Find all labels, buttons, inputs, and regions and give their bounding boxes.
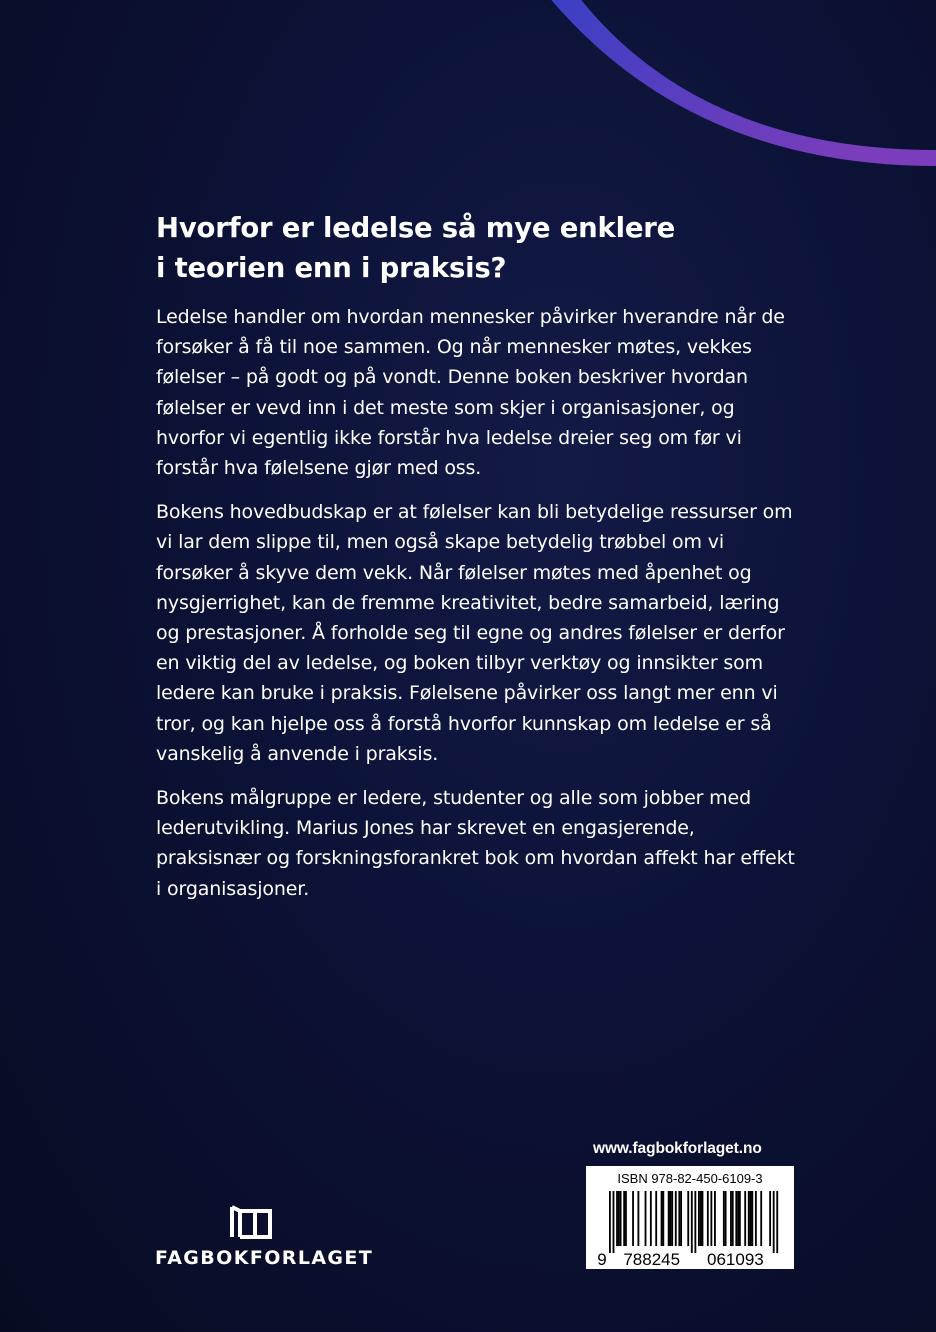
barcode-bar xyxy=(637,1191,639,1246)
barcode-bar xyxy=(650,1191,652,1246)
barcode-bar xyxy=(739,1191,741,1246)
paragraph-1: Ledelse handler om hvordan mennesker påvirker hverandre når de forsøker å få til noe sammen. Og når mennesker møtes, vekkes følelser – på godt og på vondt. Denne boken beskriver hvordan følelser er vevd inn i det meste som skjer i organisasjoner, og hvorfor vi egentlig ikke forstår hva ledelse dreier seg om før vi forstår hva følelsene gjør med oss. xyxy=(156,306,785,480)
barcode-bar xyxy=(702,1191,704,1246)
barcode-bar xyxy=(755,1191,757,1246)
barcode-bar xyxy=(694,1191,696,1253)
barcode-bar xyxy=(625,1191,627,1246)
barcode-bar xyxy=(671,1191,673,1246)
barcode-bar xyxy=(748,1191,750,1246)
barcode-bar xyxy=(723,1191,725,1246)
barcode-bar xyxy=(609,1191,611,1253)
barcode-bar xyxy=(655,1191,657,1246)
barcode-bar xyxy=(769,1191,771,1246)
barcode-bar xyxy=(661,1191,663,1246)
barcode-bar xyxy=(730,1191,732,1246)
paragraph-3: Bokens målgruppe er ledere, studenter og alle som jobber med lederutvikling. Marius Jones har skrevet en engasjerende, praksisnær og forskningsforankret bok om hvordan affekt har effekt i organisasjoner. xyxy=(156,787,795,900)
barcode-bar xyxy=(645,1191,647,1246)
publisher-logo xyxy=(155,1205,374,1275)
barcode-bar xyxy=(620,1191,622,1246)
barcode-bar xyxy=(773,1191,775,1253)
barcode-bar xyxy=(691,1191,693,1253)
barcode-bar xyxy=(687,1191,689,1246)
barcode-right-digits: 061093 xyxy=(707,1250,764,1269)
barcode-bar xyxy=(725,1191,727,1246)
barcode-bar xyxy=(714,1191,716,1246)
barcode-bar xyxy=(776,1191,778,1253)
isbn-label: ISBN 978-82-450-6109-3 xyxy=(617,1171,763,1186)
barcode-bar xyxy=(710,1191,712,1246)
barcode-bar xyxy=(698,1191,700,1246)
barcode-bar xyxy=(618,1191,620,1246)
barcode-bar xyxy=(744,1191,746,1246)
barcode-bar xyxy=(632,1191,634,1246)
paragraph-2: Bokens hovedbudskap er at følelser kan bli betydelige ressurser om vi lar dem slippe til, men også skape betydelig trøbbel om vi forsøker å skyve dem vekk. Når følelser møtes med åpenhet og nysgjerrighet, kan de fremme kreativitet, bedre samarbeid, læring og prestasjoner. Å forholde seg til egne og andres følelser er derfor en viktig del av ledelse, og boken tilbyr verktøy og innsikter som ledere kan bruke i praksis. Følelsene påvirker oss langt mer enn vi tror, og kan hjelpe oss å forstå hvorfor kunnskap om ledelse er så vanskelig å anvende i praksis. xyxy=(156,501,793,765)
barcode-bar xyxy=(662,1191,664,1246)
decorative-arc xyxy=(0,0,936,200)
barcode-bar xyxy=(751,1191,753,1246)
barcode-bar xyxy=(670,1191,672,1246)
barcode-bar xyxy=(737,1191,739,1246)
barcode-bar xyxy=(678,1191,680,1246)
publisher-name: FAGBOKFORLAGET xyxy=(155,1247,374,1269)
barcode-bar xyxy=(623,1191,625,1246)
publisher-url[interactable]: www.fagbokforlaget.no xyxy=(593,1140,762,1157)
barcode-bar xyxy=(760,1191,762,1246)
barcode-bar xyxy=(700,1191,702,1246)
barcode-first-digit: 9 xyxy=(597,1250,607,1269)
barcode-bar xyxy=(668,1191,670,1246)
book-logo-icon xyxy=(229,1205,273,1239)
barcode-bar xyxy=(732,1191,734,1246)
isbn-barcode xyxy=(586,1166,794,1269)
back-cover-text xyxy=(156,208,796,918)
barcode-bar xyxy=(675,1191,677,1246)
barcode-bar xyxy=(680,1191,682,1246)
barcode-bar xyxy=(616,1191,618,1246)
barcode-bar xyxy=(707,1191,709,1246)
barcode-bar xyxy=(613,1191,615,1253)
headline-line-1: Hvorfor er ledelse så mye enklere xyxy=(156,212,676,244)
barcode-left-digits: 788245 xyxy=(623,1250,681,1269)
barcode-bar xyxy=(735,1191,737,1246)
headline-line-2: i teorien enn i praksis? xyxy=(156,252,507,284)
headline xyxy=(156,208,796,288)
barcode-bar xyxy=(750,1191,752,1246)
